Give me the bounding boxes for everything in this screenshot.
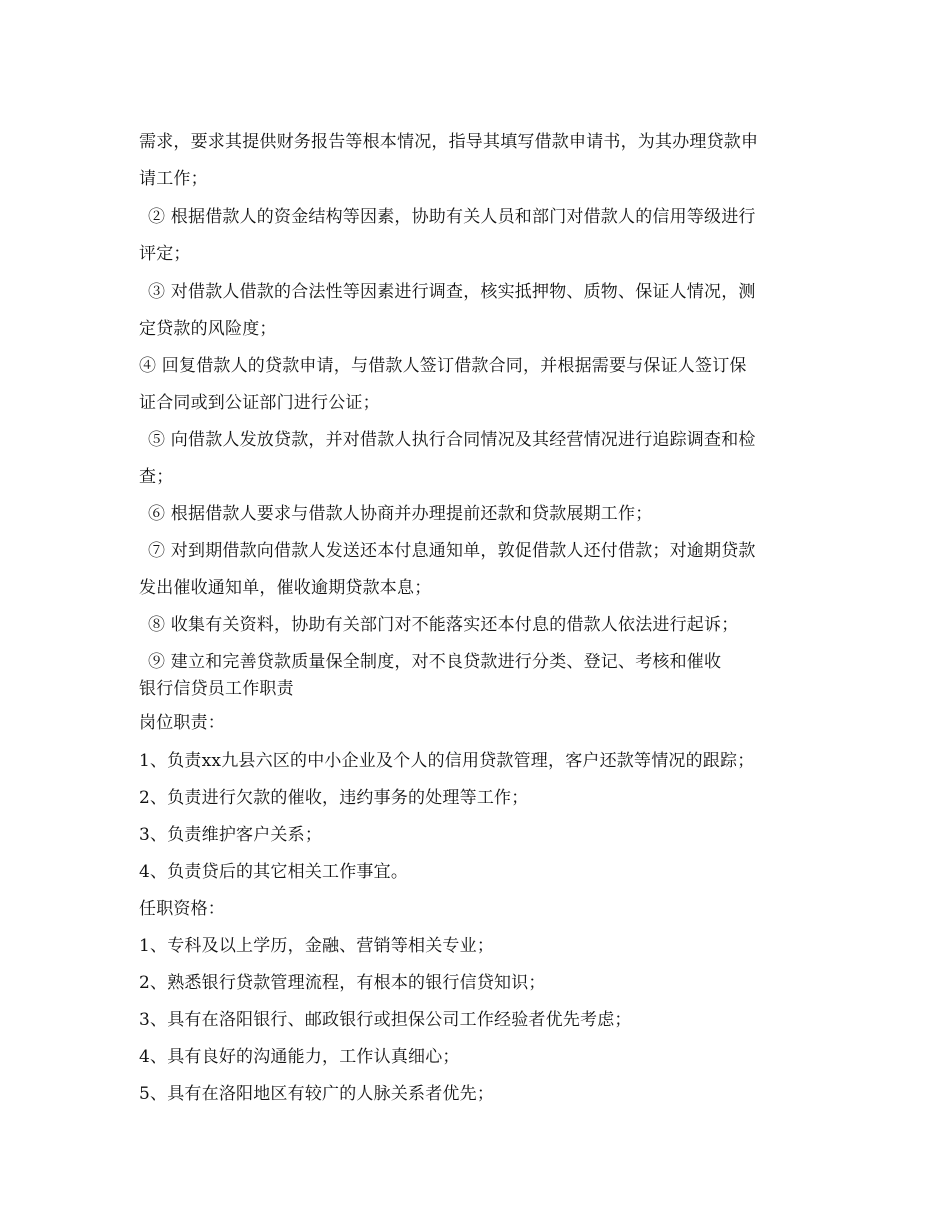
list-item-6: ⑥ 根据借款人要求与借款人协商并办理提前还款和贷款展期工作；	[148, 504, 653, 524]
section-heading: 任职资格：	[139, 899, 225, 919]
list-item: 2、熟悉银行贷款管理流程，有根本的银行信贷知识；	[139, 973, 546, 993]
section-heading: 岗位职责：	[139, 713, 225, 733]
list-item: 2、负责进行欠款的催收，违约事务的处理等工作；	[139, 788, 529, 808]
list-item-4: ④ 回复借款人的贷款申请，与借款人签订借款合同，并根据需要与保证人签订保	[139, 356, 747, 376]
paragraph-line: 查；	[139, 467, 174, 487]
paragraph-line: 证合同或到公证部门进行公证；	[139, 393, 380, 413]
list-item-8: ⑧ 收集有关资料，协助有关部门对不能落实还本付息的借款人依法进行起诉；	[148, 615, 739, 635]
list-item: 3、负责维护客户关系；	[139, 825, 323, 845]
list-item: 1、专科及以上学历，金融、营销等相关专业；	[139, 936, 495, 956]
paragraph-line: 评定；	[139, 244, 191, 264]
list-item: 1、负责xx九县六区的中小企业及个人的信用贷款管理，客户还款等情况的跟踪；	[139, 751, 755, 771]
paragraph-line: 定贷款的风险度；	[139, 319, 277, 339]
list-item-7: ⑦ 对到期借款向借款人发送还本付息通知单，敦促借款人还付借款；对逾期贷款	[148, 541, 756, 561]
list-item-3: ③ 对借款人借款的合法性等因素进行调查，核实抵押物、质物、保证人情况，测	[148, 282, 756, 302]
section-title: 银行信贷员工作职责	[139, 679, 294, 699]
list-item-9: ⑨ 建立和完善贷款质量保全制度，对不良贷款进行分类、登记、考核和催收	[148, 652, 722, 672]
list-item-2: ② 根据借款人的资金结构等因素，协助有关人员和部门对借款人的信用等级进行	[148, 207, 756, 227]
paragraph-line: 请工作；	[139, 169, 208, 189]
list-item: 4、具有良好的沟通能力，工作认真细心；	[139, 1047, 460, 1067]
paragraph-line: 发出催收通知单，催收逾期贷款本息；	[139, 578, 432, 598]
list-item: 3、具有在洛阳银行、邮政银行或担保公司工作经验者优先考虑；	[139, 1010, 632, 1030]
list-item-5: ⑤ 向借款人发放贷款，并对借款人执行合同情况及其经营情况进行追踪调查和检	[148, 430, 756, 450]
paragraph-line: 需求，要求其提供财务报告等根本情况，指导其填写借款申请书，为其办理贷款申	[139, 132, 759, 152]
list-item: 4、负责贷后的其它相关工作事宜。	[139, 862, 409, 882]
list-item: 5、具有在洛阳地区有较广的人脉关系者优先；	[139, 1084, 495, 1104]
